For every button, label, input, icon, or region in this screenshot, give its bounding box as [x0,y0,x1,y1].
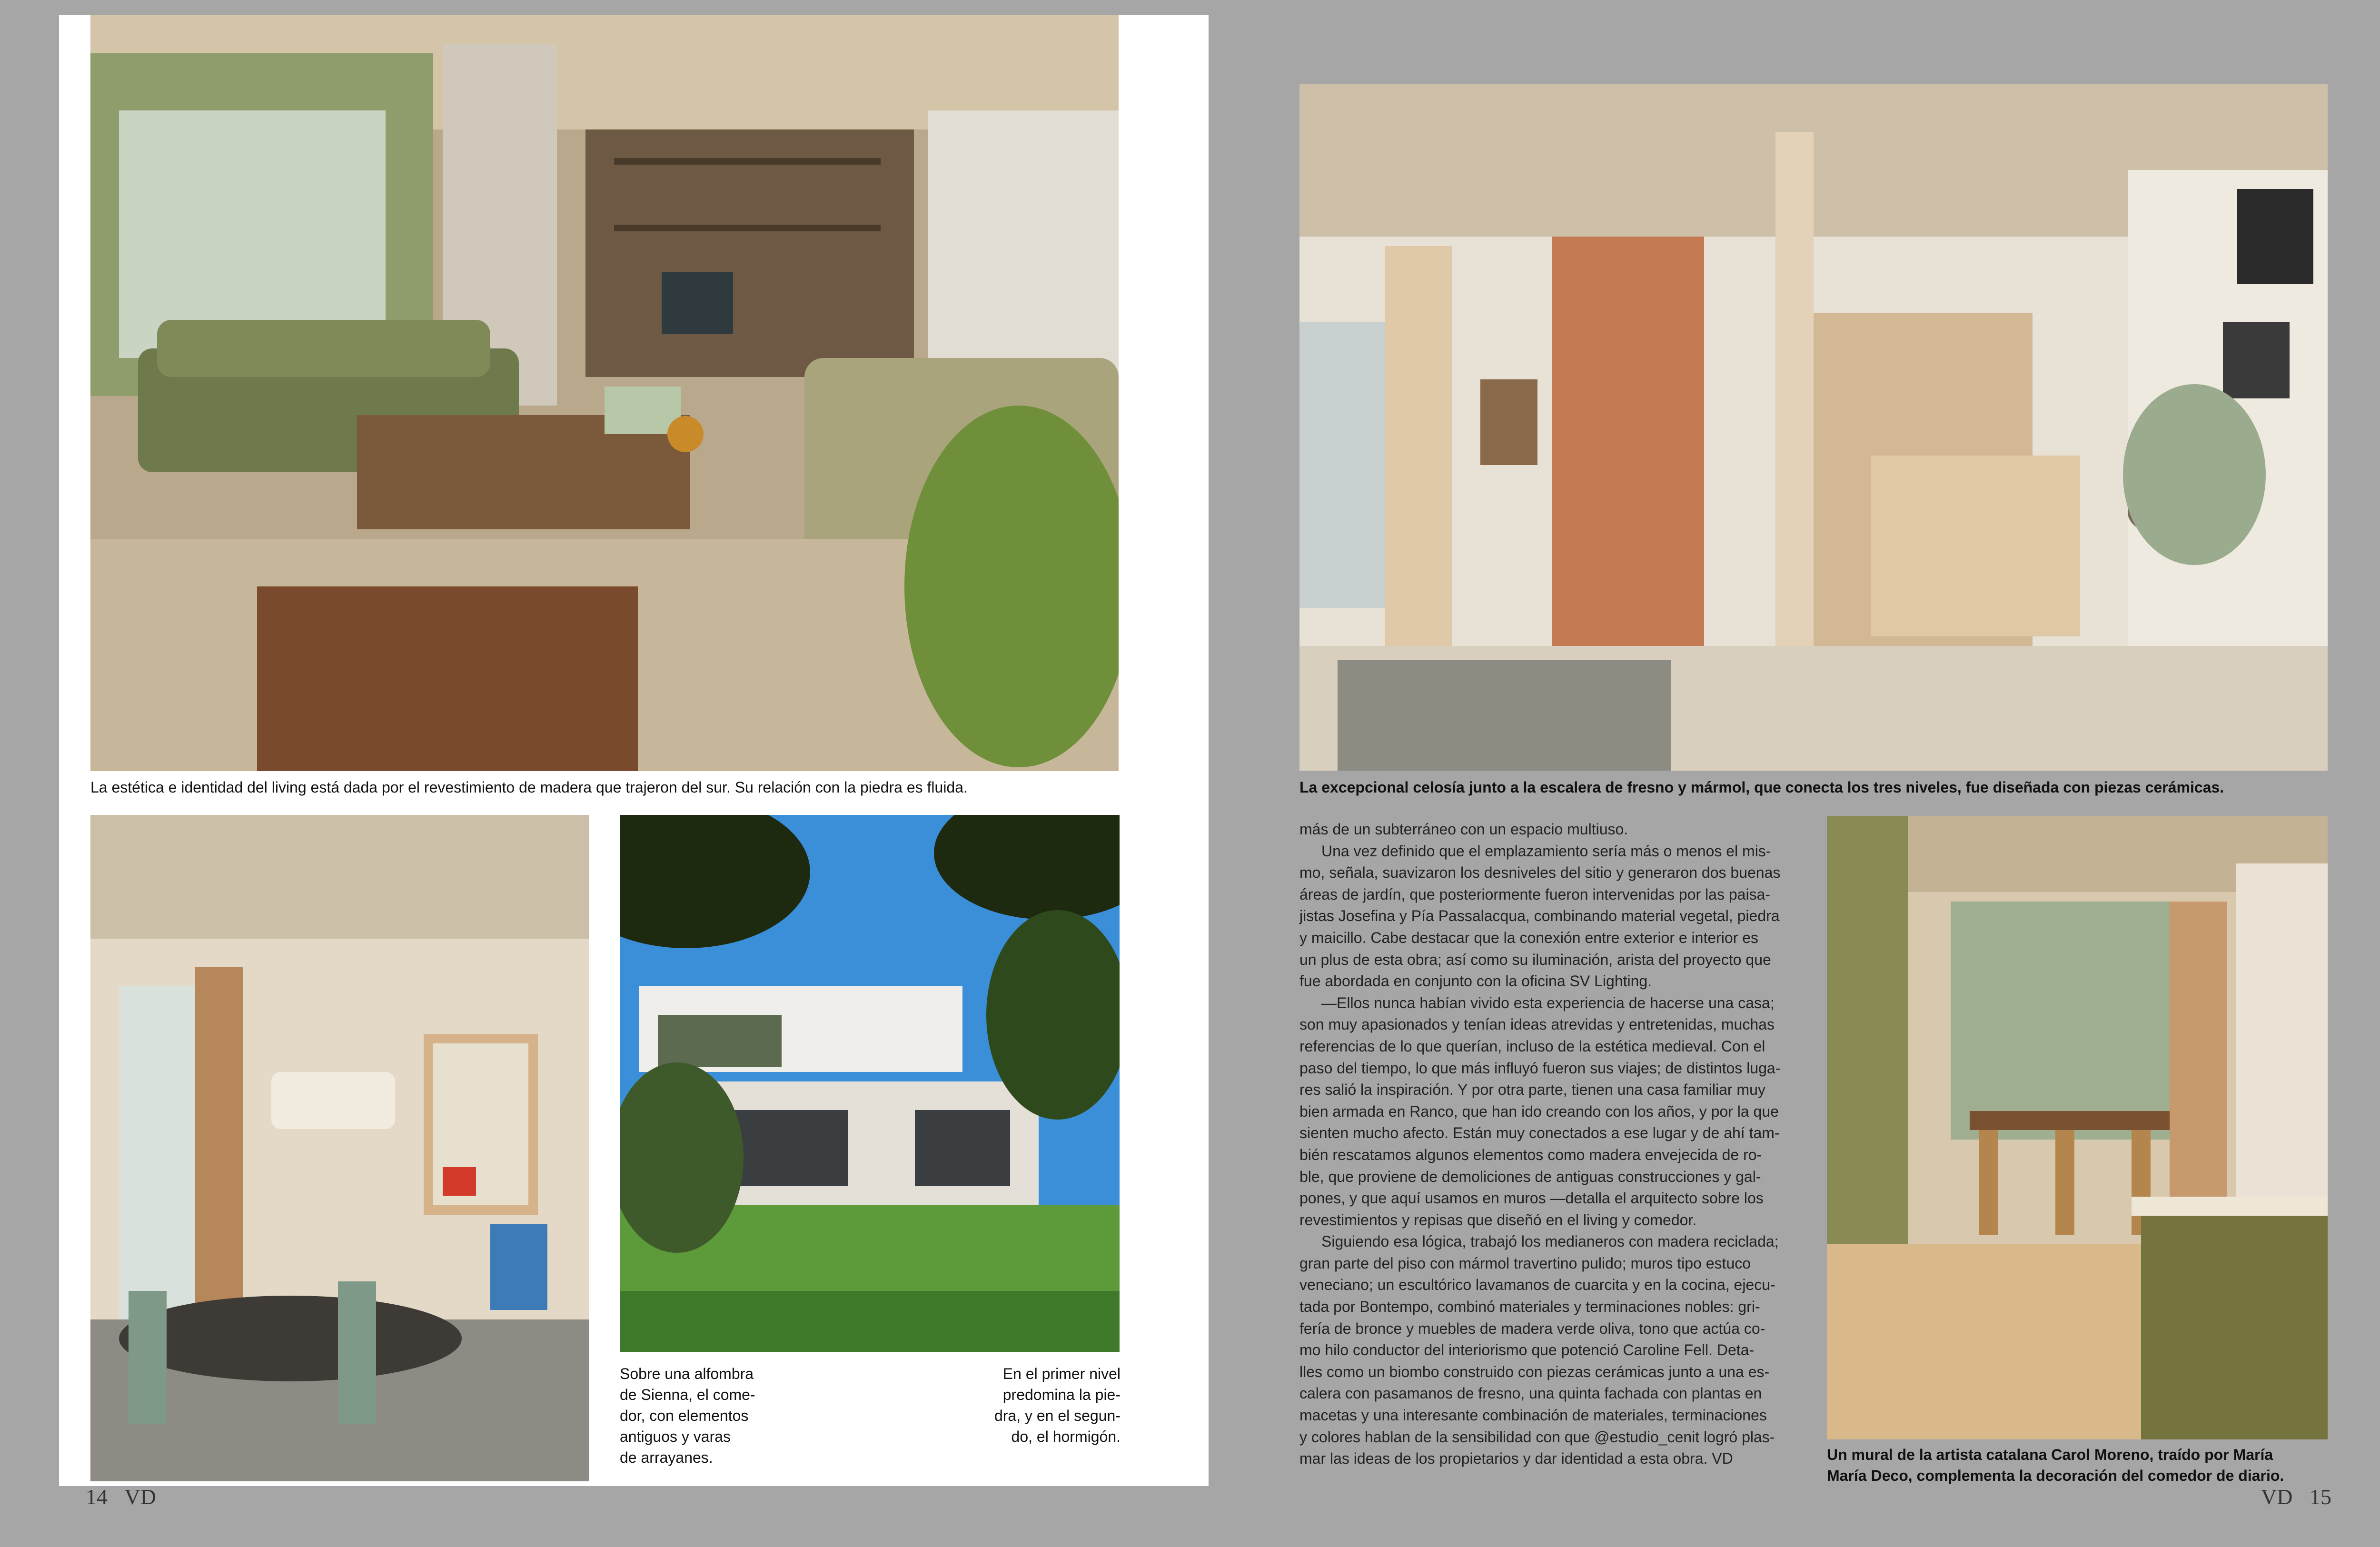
body-line: lles como un biombo construido con piezas cerámicas junto a una es- [1299,1363,1770,1380]
folio-left [86,1484,156,1509]
body-line: mo hilo conductor del interiorismo que potenció Caroline Fell. Deta- [1299,1341,1755,1359]
caption-kitchen-line: María Deco, complementa la decoración del comedor de diario. [1827,1467,2284,1484]
body-line: mar las ideas de los propietarios y dar identidad a esta obra. VD [1299,1450,1733,1468]
body-line: fue abordada en conjunto con la oficina SV Lighting. [1299,972,1652,990]
body-line: áreas de jardín, que posteriormente fueron intervenidas por las paisa- [1299,885,1771,903]
kitchen-dining-photo [1827,816,2328,1439]
caption-exterior-line: En el primer nivel [1002,1365,1121,1382]
body-line: revestimientos y repisas que diseñó en el living y comedor. [1299,1211,1697,1229]
body-line: y colores hablan de la sensibilidad con que @estudio_cenit logró plas- [1299,1428,1775,1446]
page-number: 15 [2309,1485,2331,1509]
body-line: y maicillo. Cabe destacar que la conexión entre exterior e interior es [1299,929,1759,946]
caption-exterior-line: do, el hormigón. [1011,1428,1121,1445]
caption-dining-line: Sobre una alfombra [620,1365,754,1382]
body-line: gran parte del piso con mármol travertino pulido; muros tipo estuco [1299,1254,1751,1272]
caption-living: La estética e identidad del living está dada por el revestimiento de madera que trajeron del sur. Su relación con la piedra es fluida. [90,779,968,796]
body-line: veneciano; un escultórico lavamanos de cuarcita y en la cocina, ejecu- [1299,1276,1775,1294]
article-body [1299,819,1861,1470]
body-line: un plus de esta obra; así como su iluminación, arista del proyecto que [1299,951,1771,968]
caption-dining-line: de Sienna, el come- [620,1386,755,1403]
caption-dining [620,1363,820,1468]
dining-room-photo [90,815,589,1481]
body-line: bién rescatamos algunos elementos como madera envejecida de ro- [1299,1146,1762,1163]
staircase-photo [1299,84,2328,771]
body-line: Una vez definido que el emplazamiento sería más o menos el mis- [1321,842,1771,860]
body-line: referencias de lo que querían, incluso de la estética medieval. Con el [1299,1037,1765,1055]
body-line: —Ellos nunca habían vivido esta experiencia de hacerse una casa; [1321,994,1775,1012]
exterior-photo [620,815,1120,1352]
caption-dining-line: de arrayanes. [620,1449,713,1466]
magazine-logo: VD [2261,1485,2293,1509]
caption-stairs: La excepcional celosía junto a la escalera de fresno y mármol, que conecta los tres niveles, fue diseñada con piezas cerámicas. [1299,779,2224,796]
body-line: ble, que proviene de demoliciones de antiguas construcciones y gal- [1299,1168,1761,1185]
body-line: tada por Bontempo, combinó materiales y terminaciones nobles: gri- [1299,1298,1760,1316]
caption-exterior-line: dra, y en el segun- [994,1407,1121,1424]
body-line: bien armada en Ranco, que han ido creando con los años, y por la que [1299,1102,1779,1120]
body-line: más de un subterráneo con un espacio multiuso. [1299,821,1628,838]
body-line: sienten mucho afecto. Están muy conectados a ese lugar y de ahí tam- [1299,1124,1780,1142]
caption-exterior-line: predomina la pie- [1002,1386,1121,1403]
living-room-photo [90,15,1119,771]
body-line: res salió la inspiración. Y por otra parte, tienen una casa familiar muy [1299,1081,1765,1099]
caption-dining-line: antiguos y varas [620,1428,731,1445]
caption-kitchen [1827,1444,2350,1486]
caption-exterior [925,1363,1121,1447]
body-line: mo, señala, suavizaron los desniveles del sitio y generaron dos buenas [1299,864,1781,882]
folio-right [2261,1484,2331,1509]
caption-kitchen-line: Un mural de la artista catalana Carol Moreno, traído por María [1827,1446,2273,1463]
body-line: jistas Josefina y Pía Passalacqua, combinando material vegetal, piedra [1299,907,1780,925]
body-line: paso del tiempo, lo que más influyó fueron sus viajes; de distintos luga- [1299,1059,1781,1077]
right-page [1247,15,2380,1486]
left-page [59,15,1209,1486]
magazine-logo: VD [124,1485,156,1509]
caption-dining-line: dor, con elementos [620,1407,749,1424]
page-number: 14 [86,1485,108,1509]
body-line: calera con pasamanos de fresno, una quinta fachada con plantas en [1299,1385,1762,1402]
body-line: fería de bronce y muebles de madera verde oliva, tono que actúa co- [1299,1319,1765,1337]
body-line: macetas y una interesante combinación de materiales, terminaciones [1299,1407,1767,1424]
body-line: pones, y que aquí usamos en muros —detalla el arquitecto sobre los [1299,1190,1764,1207]
body-line: Siguiendo esa lógica, trabajó los medianeros con madera reciclada; [1321,1233,1779,1250]
body-line: son muy apasionados y tenían ideas atrevidas y entretenidas, muchas [1299,1016,1775,1033]
